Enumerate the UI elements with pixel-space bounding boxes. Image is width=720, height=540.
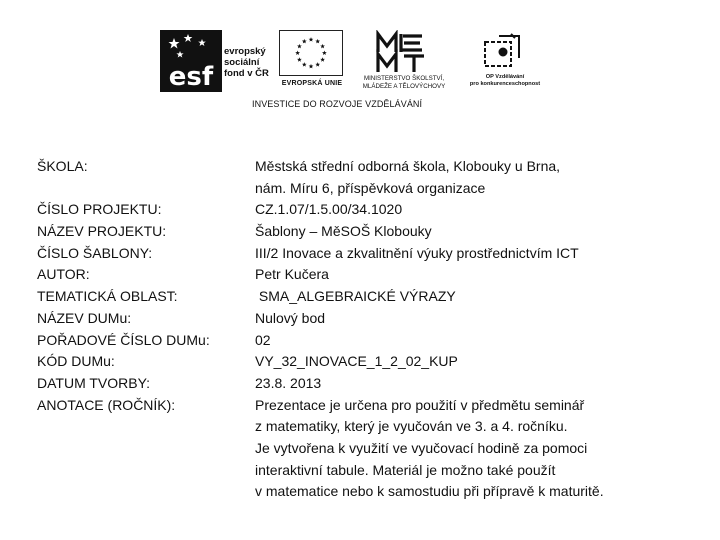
esf-logo [160, 30, 275, 92]
msmt-mark-icon [374, 30, 430, 74]
field-label: AUTOR: [37, 266, 90, 283]
eu-stars-icon [279, 30, 343, 76]
field-value: nám. Míru 6, příspěvková organizace [255, 179, 486, 196]
esf-mark-text: esf [168, 62, 214, 92]
field-label: POŘADOVÉ ČÍSLO DUMu: [37, 331, 210, 348]
eu-label: EVROPSKÁ UNIE [281, 80, 343, 87]
esf-text-line-1: evropský [224, 46, 266, 57]
field-label: ČÍSLO ŠABLONY: [37, 244, 153, 261]
op-mark-icon [479, 32, 525, 72]
esf-text-line-3: fond v ČR [224, 68, 269, 79]
eu-logo [277, 30, 347, 92]
field-value: Prezentace je určena pro použití v předmětu seminář [255, 396, 585, 413]
field-value: Šablony – MěSOŠ Klobouky [255, 223, 432, 240]
field-label: NÁZEV DUMu: [37, 309, 132, 326]
esf-text-line-2: sociální [224, 57, 260, 68]
field-value: CZ.1.07/1.5.00/34.1020 [255, 201, 403, 218]
label-spacer [37, 438, 210, 460]
op-line-2: pro konkurenceschopnost [469, 81, 541, 87]
field-label: ANOTACE (ROČNÍK): [37, 396, 176, 413]
field-value: v matematice nebo k samostudiu při přípravě k maturitě. [255, 483, 604, 500]
field-label: ŠKOLA: [37, 158, 88, 174]
field-label: DATUM TVORBY: [37, 374, 151, 391]
esf-text [224, 46, 269, 79]
field-value: VY_32_INOVACE_1_2_02_KUP [255, 353, 458, 370]
label-spacer [37, 416, 210, 438]
msmt-line-1: MINISTERSTVO ŠKOLSTVÍ, [363, 75, 445, 82]
logo-bar [160, 30, 550, 112]
field-label: TEMATICKÁ OBLAST: [37, 288, 178, 305]
msmt-line-2: MLÁDEŽE A TĚLOVÝCHOVY [362, 83, 446, 90]
field-value: Petr Kučera [255, 266, 329, 283]
field-value: Nulový bod [255, 309, 326, 326]
field-value: Městská střední odborná škola, Klobouky u Brna, [255, 158, 561, 174]
msmt-label [350, 75, 458, 91]
op-label [465, 74, 545, 88]
esf-mark-icon [160, 30, 222, 92]
field-value: Je vytvořena k využití ve vyučovací hodině za pomoci [255, 439, 588, 456]
field-value: interaktivní tabule. Materiál je možno také použít [255, 461, 556, 478]
field-label: KÓD DUMu: [37, 353, 115, 370]
op-line-1: OP Vzdělávání [485, 74, 525, 80]
field-value: 23.8. 2013 [255, 374, 322, 391]
msmt-logo [350, 30, 458, 92]
field-label: ČÍSLO PROJEKTU: [37, 201, 162, 218]
label-spacer [37, 178, 210, 200]
field-label: NÁZEV PROJEKTU: [37, 223, 167, 240]
label-column [37, 156, 210, 503]
label-spacer [37, 481, 210, 503]
field-value: SMA_ALGEBRAICKÉ VÝRAZY [255, 288, 456, 305]
op-logo [465, 30, 545, 92]
field-value: z matematiky, který je vyučován ve 3. a 4. ročníku. [255, 418, 568, 435]
field-value: III/2 Inovace a zkvalitnění výuky prostřednictvím ICT [255, 244, 579, 261]
field-value: 02 [255, 331, 271, 348]
tagline: INVESTICE DO ROZVOJE VZDĚLÁVÁNÍ [252, 99, 423, 109]
value-column [255, 156, 604, 503]
label-spacer [37, 460, 210, 482]
